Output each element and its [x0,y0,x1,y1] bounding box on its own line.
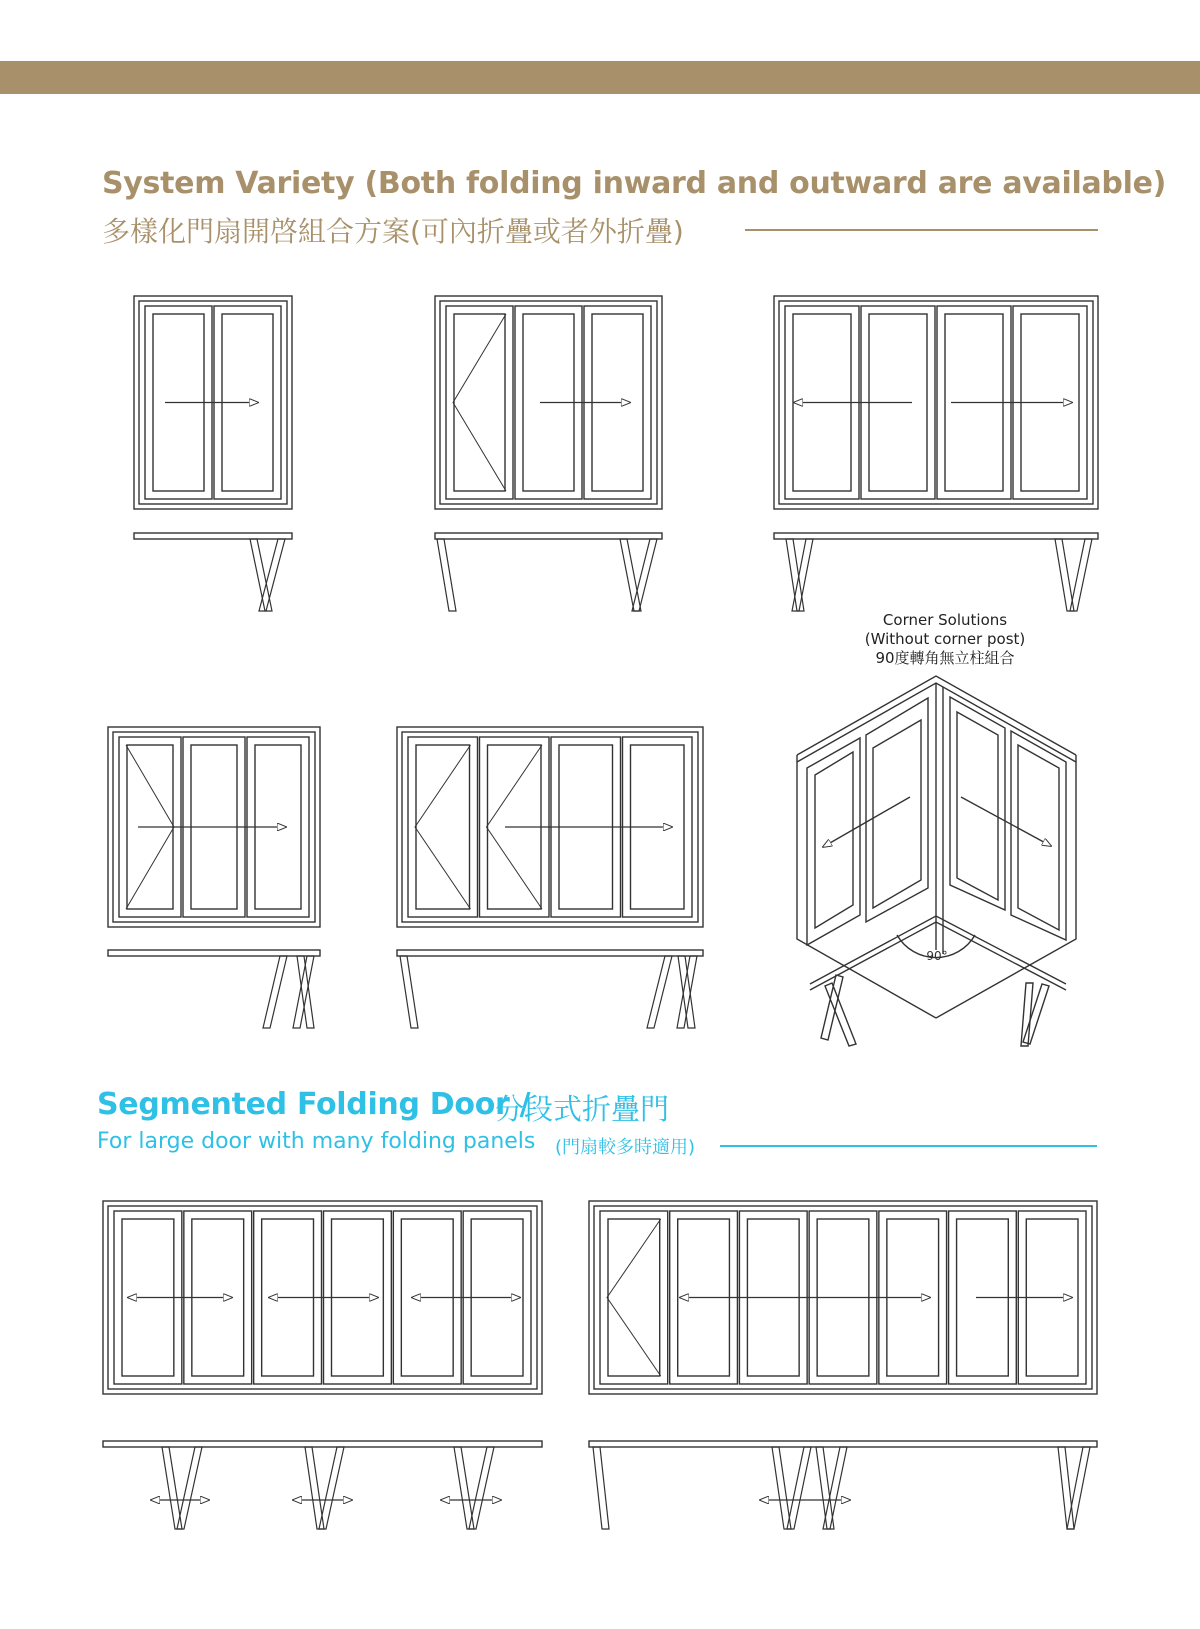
plan-3panel-track [435,533,662,539]
door-4panel-b-panel-glass [416,745,470,909]
plan-4panel-track [774,533,1098,539]
plan-3panel-b-folded-leaf [263,956,287,1028]
door-4panel-b-panel [408,737,478,917]
plan-seg-6-folded-leaf [162,1447,182,1529]
plan-4panel-b-folded-leaf [400,956,418,1028]
plan-seg-7-folded-leaf [593,1447,609,1529]
plan-seg-7-folded-leaf [772,1447,791,1529]
plan-seg-6-folded-leaf [469,1447,494,1529]
door-seg-7-panel-glass [608,1219,660,1376]
plan-2panel-track [134,533,292,539]
plan-3panel-b-folded-leaf [293,956,314,1028]
plan-4panel-folded-leaf [1055,539,1074,611]
plan-seg-6-folded-leaf [454,1447,474,1529]
plan-3panel-folded-leaf [620,539,641,611]
door-seg-7-swing-mark [607,1219,661,1376]
corner-angle-label: 90° [926,949,948,963]
segmented-subtitle: For large door with many folding panels [97,1129,536,1154]
segmented-subtitle-cn: (門扇較多時適用) [555,1137,696,1158]
door-4panel-b-swing-mark [415,745,471,909]
plan-3panel-folded-leaf [437,539,456,611]
plan-seg-7-track [589,1441,1097,1447]
section-title-system-variety: System Variety (Both folding inward and outward are available) [102,166,1167,201]
plan-seg-7-folded-leaf [1067,1447,1090,1529]
plan-4panel-b-track [397,950,703,956]
plan-seg-6-track [103,1441,542,1447]
door-3panel-panel-glass [454,314,505,491]
plan-4panel-b-folded-leaf [647,956,672,1028]
section-title-system-variety-cn: 多樣化門扇開啓組合方案(可內折疊或者外折疊) [102,215,684,248]
plan-seg-6-folded-leaf [177,1447,202,1529]
corner-solution-diagram [797,676,1076,1046]
plan-seg-7-folded-leaf [787,1447,811,1529]
plan-seg-7-folded-leaf [823,1447,847,1529]
door-3panel-swing-mark [453,314,506,491]
section-title-segmented: Segmented Folding Door / [97,1087,531,1122]
plan-3panel-folded-leaf [632,539,657,611]
door-seg-7-panel [600,1211,668,1384]
section-title-segmented-cn: 分段式折疊門 [495,1092,670,1126]
plan-seg-7-folded-leaf [1058,1447,1074,1529]
door-3panel-panel [446,306,513,499]
corner-label-line2: (Without corner post) [864,630,1026,648]
corner-label-line3: 90度轉角無立柱組合 [875,649,1015,667]
plan-3panel-b-track [108,950,320,956]
corner-label-line1: Corner Solutions [882,611,1008,629]
plan-4panel-folded-leaf [1070,539,1092,611]
